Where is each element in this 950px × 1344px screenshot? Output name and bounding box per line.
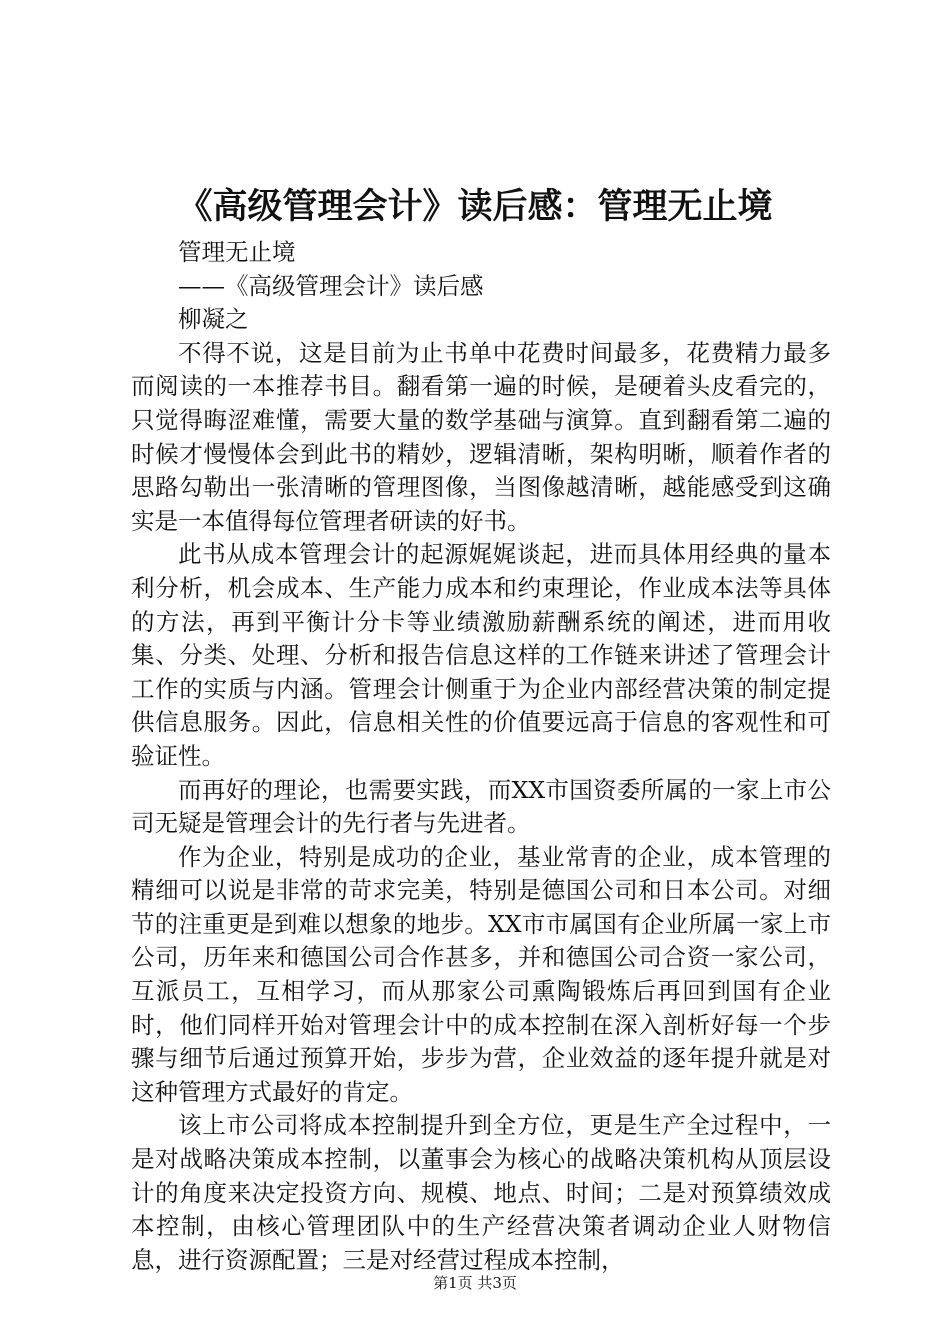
document-body <box>131 236 831 1277</box>
body-paragraph: 而再好的理论，也需要实践，而XX市国资委所属的一家上市公司无疑是管理会计的先行者与先进者。 <box>131 775 831 838</box>
body-paragraph: 作为企业，特别是成功的企业，基业常青的企业，成本管理的精细可以说是非常的苛求完美，特别是德国公司和日本公司。对细节的注重更是到难以想象的地步。XX市市属国有企业所属一家上市公司，历年来和德国公司合作甚多，并和德国公司合资一家公司，互派员工，互相学习，而从那家公司熏陶锻炼后再回到国有企业时，他们同样开始对管理会计中的成本控制在深入剖析好每一个步骤与细节后通过预算开始，步步为营，企业效益的逐年提升就是对这种管理方式最好的肯定。 <box>131 842 831 1106</box>
subtitle-byline: ——《高级管理会计》读后感 <box>178 271 484 300</box>
author-name: 柳凝之 <box>178 305 249 334</box>
subtitle-line: 管理无止境 <box>178 238 296 266</box>
body-paragraph: 该上市公司将成本控制提升到全方位，更是生产全过程中，一是对战略决策成本控制，以董事会为核心的战略决策机构从顶层设计的角度来决定投资方向、规模、地点、时间；二是对预算绩效成本控制，由核心管理团队中的生产经营决策者调动企业人财物信息，进行资源配置；三是对经营过程成本控制， <box>131 1111 831 1274</box>
page-footer: 第1页 共3页 <box>433 1274 517 1292</box>
body-paragraph: 此书从成本管理会计的起源娓娓谈起，进而具体用经典的量本利分析，机会成本、生产能力成本和约束理论，作业成本法等具体的方法，再到平衡计分卡等业绩激励薪酬系统的阐述，进而用收集、分类、处理、分析和报告信息这样的工作链来讲述了管理会计工作的实质与内涵。管理会计侧重于为企业内部经营决策的制定提供信息服务。因此，信息相关性的价值要远高于信息的客观性和可验证性。 <box>131 540 831 770</box>
body-paragraph: 不得不说，这是目前为止书单中花费时间最多，花费精力最多而阅读的一本推荐书目。翻看第一遍的时候，是硬着头皮看完的，只觉得晦涩难懂，需要大量的数学基础与演算。直到翻看第二遍的时候才慢慢体会到此书的精妙，逻辑清晰，架构明晰，顺着作者的思路勾勒出一张清晰的管理图像，当图像越清晰，越能感受到这确实是一本值得每位管理者研读的好书。 <box>131 338 831 535</box>
document-title: 《高级管理会计》读后感：管理无止境 <box>177 186 773 227</box>
